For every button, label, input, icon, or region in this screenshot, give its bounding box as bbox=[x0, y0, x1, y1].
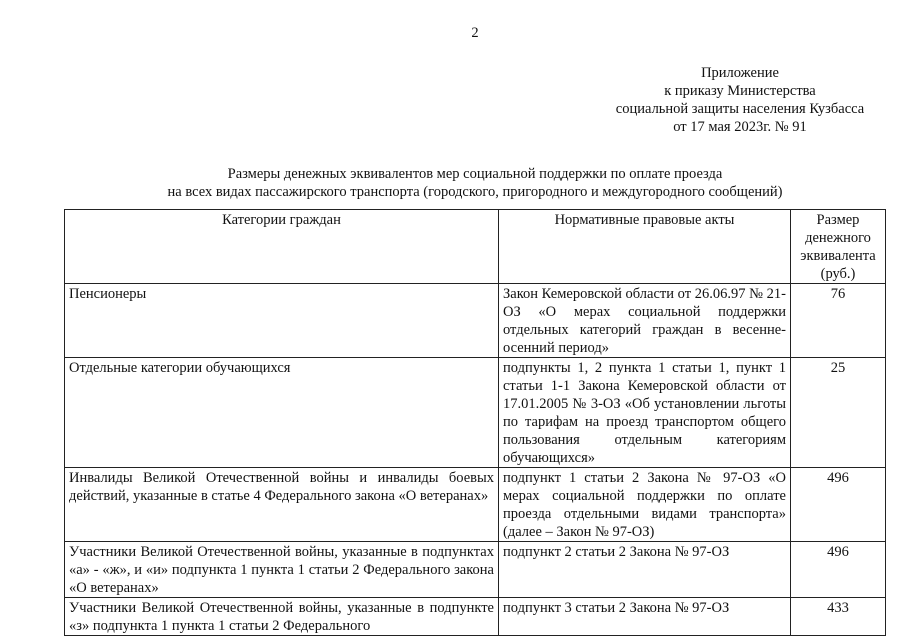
table-row bbox=[65, 542, 886, 598]
header-amount: Размер денежного эквивалента (руб.) bbox=[791, 210, 886, 284]
cell-acts: подпункт 2 статьи 2 Закона № 97-ОЗ bbox=[499, 542, 791, 598]
header-acts: Нормативные правовые акты bbox=[499, 210, 791, 284]
header-category: Категории граждан bbox=[65, 210, 499, 284]
cell-acts: Закон Кемеровской области от 26.06.97 № 21-ОЗ «О мерах социальной поддержки отдельных категорий граждан в весенне-осенний период» bbox=[499, 284, 791, 358]
cell-amount: 433 bbox=[791, 598, 886, 636]
page-number: 2 bbox=[471, 25, 479, 41]
appendix-line: к приказу Министерства bbox=[664, 83, 816, 99]
cell-acts: подпункт 1 статьи 2 Закона № 97-ОЗ «О мерах социальной поддержки по оплате проезда отдельными видами транспорта» (далее – Закон № 97-ОЗ) bbox=[499, 468, 791, 542]
table-row bbox=[65, 284, 886, 358]
table-row bbox=[65, 598, 886, 636]
table-row bbox=[65, 468, 886, 542]
appendix-line: от 17 мая 2023г. № 91 bbox=[673, 119, 807, 135]
cell-amount: 76 bbox=[791, 284, 886, 358]
appendix-line: социальной защиты населения Кузбасса bbox=[615, 101, 865, 117]
cell-amount: 496 bbox=[791, 542, 886, 598]
appendix-line: Приложение bbox=[701, 65, 779, 81]
appendix-header bbox=[540, 64, 904, 136]
cell-category: Отдельные категории обучающихся bbox=[65, 358, 499, 468]
cell-acts: подпункт 3 статьи 2 Закона № 97-ОЗ bbox=[499, 598, 791, 636]
title-line: на всех видах пассажирского транспорта (городского, пригородного и междугородного сообщений) bbox=[167, 184, 783, 200]
cell-amount: 25 bbox=[791, 358, 886, 468]
cell-acts: подпункты 1, 2 пункта 1 статьи 1, пункт 1 статьи 1-1 Закона Кемеровской области от 17.01.2005 № 3-ОЗ «Об установлении льготы по тарифам на проезд транспортом общего пользования отдельным категориям обучающихся» bbox=[499, 358, 791, 468]
cell-category: Инвалиды Великой Отечественной войны и инвалиды боевых действий, указанные в статье 4 Федерального закона «О ветеранах» bbox=[65, 468, 499, 542]
cell-category: Участники Великой Отечественной войны, указанные в подпунктах «а» - «ж», и «и» подпункта 1 пункта 1 статьи 2 Федерального закона «О ветеранах» bbox=[65, 542, 499, 598]
document-title bbox=[0, 165, 904, 201]
title-line: Размеры денежных эквивалентов мер социальной поддержки по оплате проезда bbox=[227, 166, 723, 182]
cell-category: Пенсионеры bbox=[65, 284, 499, 358]
cell-amount: 496 bbox=[791, 468, 886, 542]
cell-category: Участники Великой Отечественной войны, указанные в подпункте «з» подпункта 1 пункта 1 статьи 2 Федерального bbox=[65, 598, 499, 636]
equivalents-table bbox=[64, 209, 886, 636]
table-row bbox=[65, 358, 886, 468]
table-header-row bbox=[65, 210, 886, 284]
